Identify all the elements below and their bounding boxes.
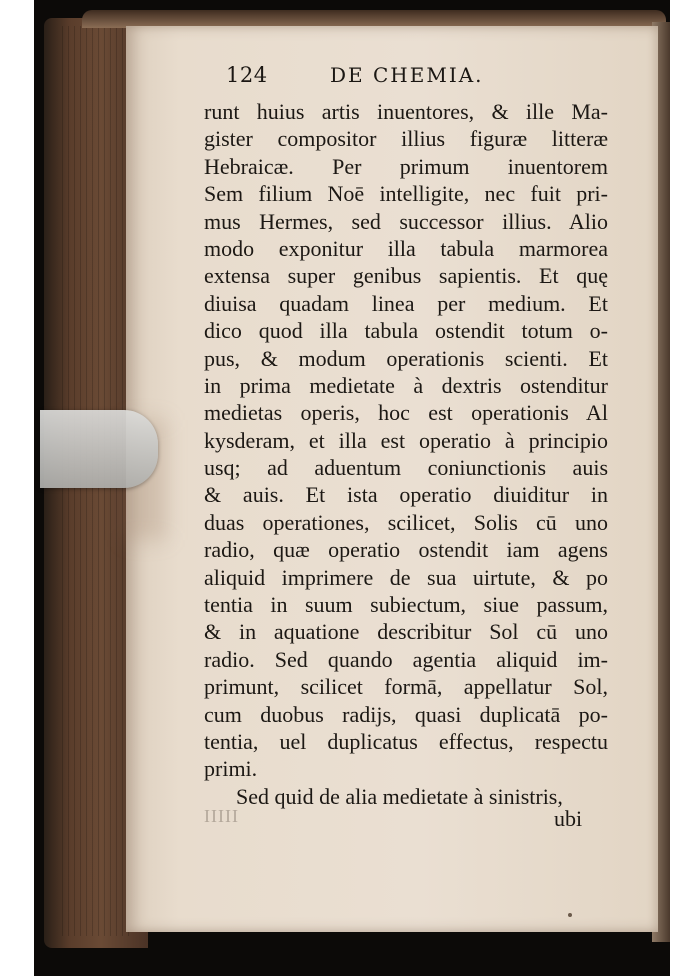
text-line: extensa super genibus sapientis. Et quę — [204, 263, 608, 289]
text-line: & auis. Et ista operatio diuiditur in — [204, 482, 608, 508]
text-line: radio, quæ operatio ostendit iam agens — [204, 537, 608, 563]
text-line: primunt, scilicet formā, appellatur Sol, — [204, 674, 608, 700]
text-line: modo exponitur illa tabula marmorea — [204, 235, 608, 261]
text-line: primi. — [204, 756, 258, 782]
page-text — [204, 98, 608, 810]
page-mark — [568, 913, 572, 917]
text-line: pus, & modum operationis scienti. Et — [204, 345, 608, 371]
running-title: DE CHEMIA. — [330, 63, 484, 87]
paragraph-start-line: Sed quid de alia medietate à sinistris, — [236, 783, 563, 809]
text-line: radio. Sed quando agentia aliquid im- — [204, 646, 608, 672]
text-line: dico quod illa tabula ostendit totum o- — [204, 318, 608, 344]
text-line: kysderam, et illa est operatio à principio — [204, 427, 608, 453]
page-number: 124 — [226, 63, 268, 87]
text-line: diuisa quadam linea per medium. Et — [204, 290, 608, 316]
text-line: Hebraicæ. Per primum inuentorem — [204, 153, 608, 179]
catchword: ubi — [554, 806, 583, 831]
text-line: cum duobus radijs, quasi duplicatā po- — [204, 701, 608, 727]
bookmark-tab — [40, 410, 158, 488]
bleed-through-text: IIIII — [204, 806, 239, 826]
text-line: in prima medietate à dextris ostenditur — [204, 372, 608, 398]
text-line: tentia in suum subiectum, siue passum, — [204, 592, 608, 618]
text-line: usq; ad aduentum coniunctionis auis — [204, 455, 608, 481]
text-line: aliquid imprimere de sua uirtute, & po — [204, 564, 608, 590]
text-line: gister compositor illius figuræ litteræ — [204, 126, 608, 152]
text-line: medietas operis, hoc est operationis Al — [204, 400, 608, 426]
text-line: Sem filium Noē intelligite, nec fuit pri- — [204, 181, 608, 207]
page-header — [226, 63, 616, 91]
text-line: duas operationes, scilicet, Solis cū uno — [204, 509, 608, 535]
text-line: runt huius artis inuentores, & ille Ma- — [204, 99, 608, 124]
text-line: tentia, uel duplicatus effectus, respectu — [204, 728, 608, 754]
text-line: mus Hermes, sed successor illius. Alio — [204, 208, 608, 234]
text-line: & in aquatione describitur Sol cū uno — [204, 619, 608, 645]
